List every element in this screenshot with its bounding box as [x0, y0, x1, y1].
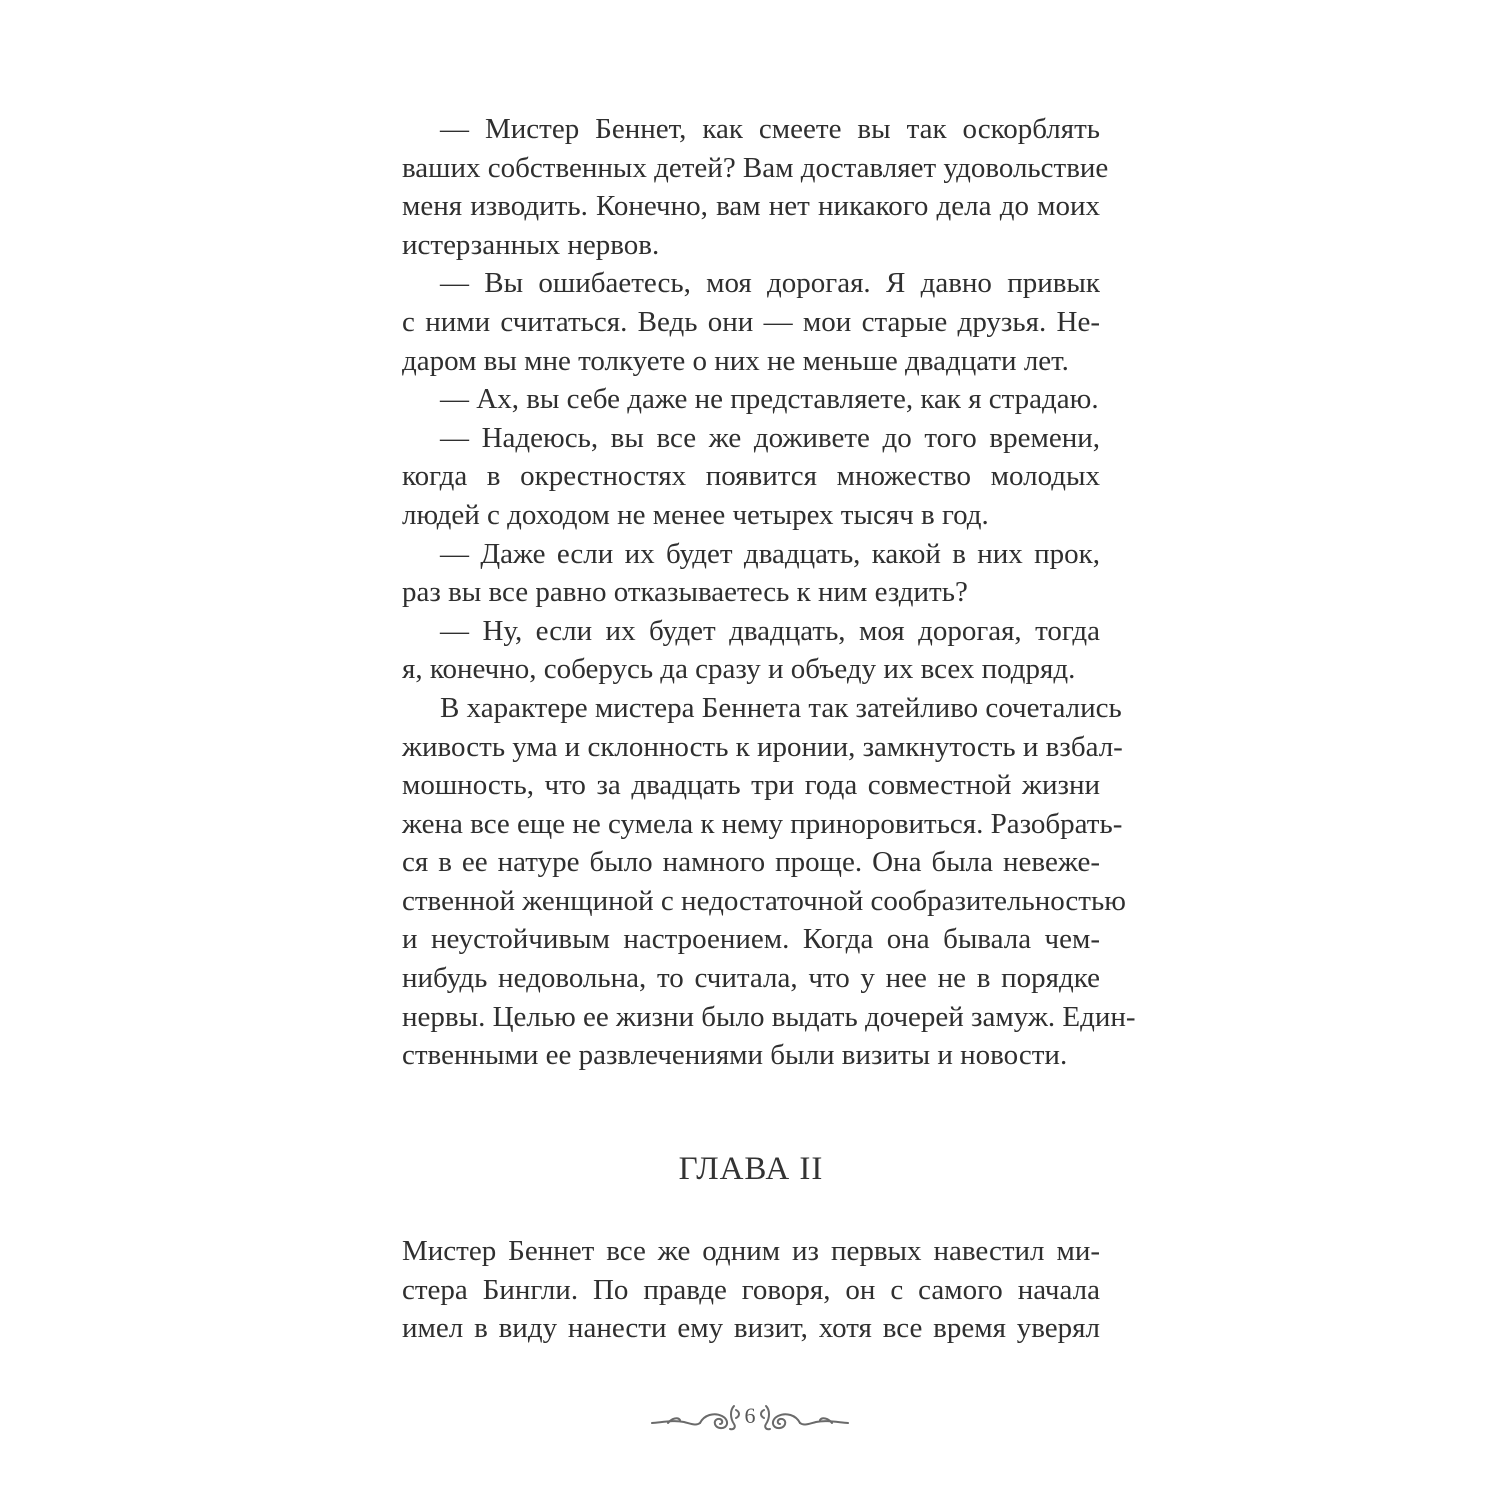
text-line: Мистер Беннет все же одним из первых навестил ми- [402, 1235, 1100, 1267]
text-line: ственными ее развлечениями были визиты и новости. [402, 1039, 1068, 1072]
text-line: меня изводить. Конечно, вам нет никакого дела до моих [402, 190, 1100, 223]
text-line: — Вы ошибаетесь, моя дорогая. Я давно привык [440, 267, 1100, 300]
body-text-bottom [402, 1232, 1100, 1348]
right-flourish-icon [754, 1402, 850, 1432]
page-footer [650, 1398, 850, 1438]
text-line: истерзанных нервов. [402, 228, 660, 261]
text-line: жена все еще не сумела к нему приноровиться. Разобрать- [402, 807, 1123, 840]
text-line: живость ума и склонность к иронии, замкнутость и взбал- [402, 730, 1123, 763]
text-line: с ними считаться. Ведь они — мои старые друзья. Не- [402, 305, 1100, 338]
left-flourish-icon [650, 1402, 746, 1432]
page-number: 6 [744, 1403, 756, 1428]
text-line: — Ах, вы себе даже не представляете, как я страдаю. [440, 383, 1099, 416]
text-line: — Ну, если их будет двадцать, моя дорогая, тогда [440, 614, 1100, 647]
text-line: ваших собственных детей? Вам доставляет удовольствие [402, 151, 1109, 184]
body-text-top [402, 110, 1136, 1075]
text-line: раз вы все равно отказываетесь к ним ездить? [402, 576, 968, 609]
text-line: мошность, что за двадцать три года совместной жизни [402, 769, 1100, 802]
text-line: я, конечно, соберусь да сразу и объеду их всех подряд. [402, 653, 1076, 686]
text-line: В характере мистера Беннета так затейливо сочетались [440, 691, 1122, 724]
text-line: стера Бингли. По правде говоря, он с самого начала [402, 1273, 1100, 1306]
text-line: нибудь недовольна, то считала, что у нее не в порядке [402, 962, 1100, 995]
text-line: ственной женщиной с недостаточной сообразительностью [402, 884, 1126, 917]
text-line: когда в окрестностях появится множество молодых [402, 460, 1100, 493]
text-line: — Надеюсь, вы все же доживете до того времени, [440, 421, 1100, 454]
text-line: — Даже если их будет двадцать, какой в них прок, [440, 537, 1100, 570]
text-line: даром вы мне толкуете о них не меньше двадцати лет. [402, 344, 1069, 377]
chapter-title: ГЛАВА II [678, 1151, 824, 1187]
text-line: ся в ее натуре было намного проще. Она была невеже- [402, 846, 1100, 879]
text-line: — Мистер Беннет, как смеете вы так оскорблять [440, 113, 1100, 145]
text-line: нервы. Целью ее жизни было выдать дочерей замуж. Един- [402, 1000, 1136, 1033]
text-line: имел в виду нанести ему визит, хотя все время уверял [402, 1312, 1100, 1345]
text-line: и неустойчивым настроением. Когда она бывала чем- [402, 923, 1100, 956]
text-line: людей с доходом не менее четырех тысяч в год. [402, 498, 989, 531]
